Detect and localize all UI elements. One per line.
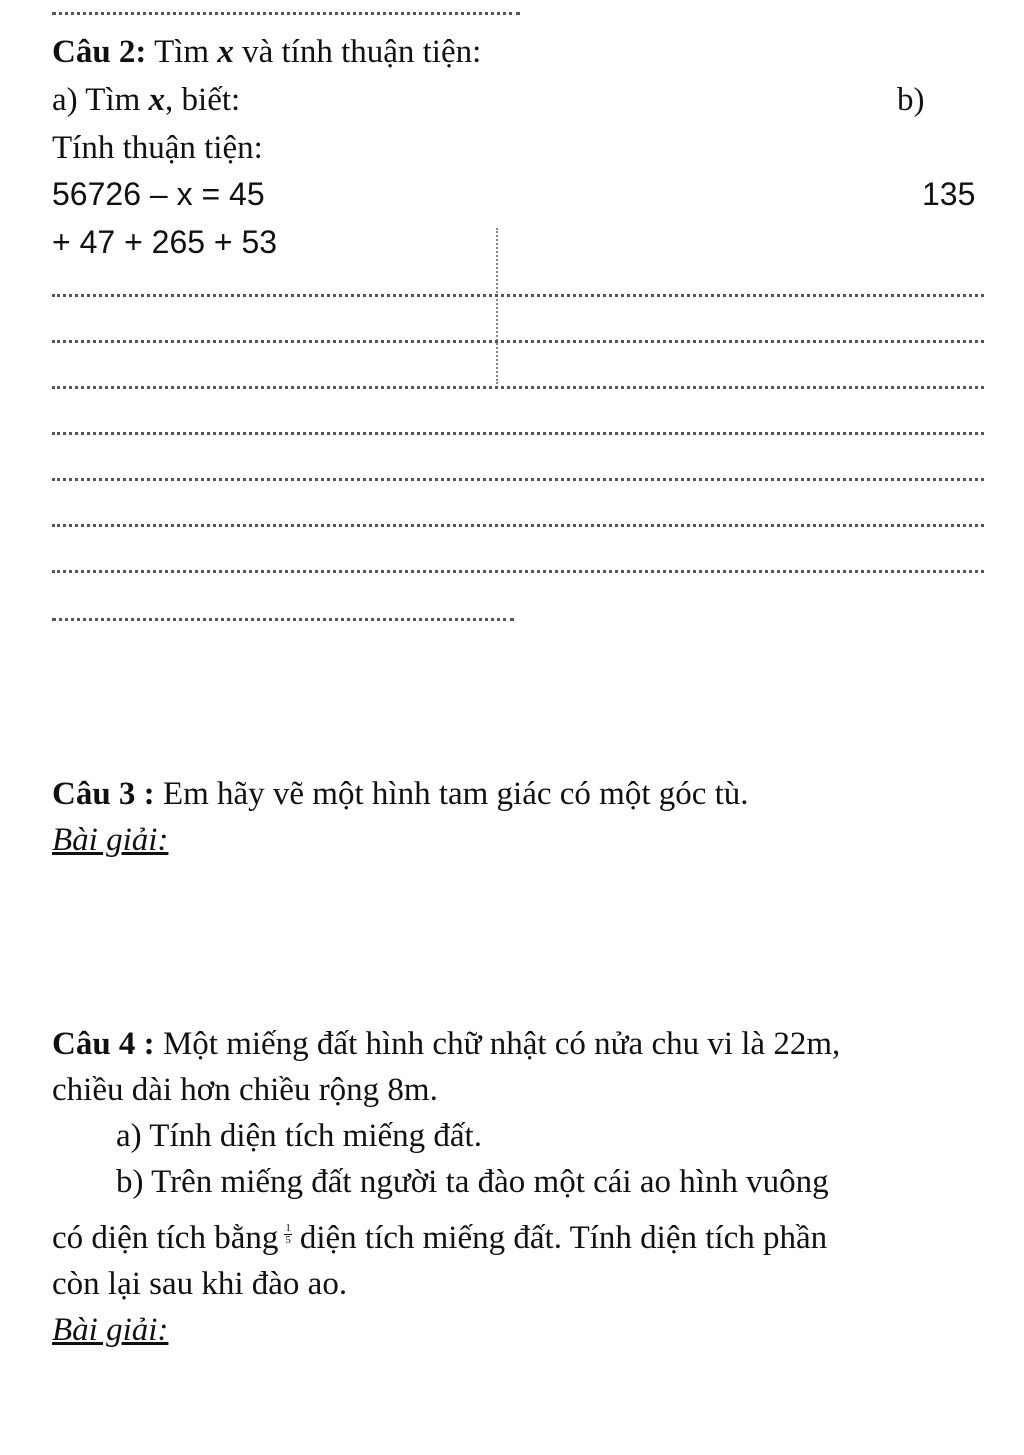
answer-line <box>52 618 514 621</box>
question-2-label: Câu 2: <box>52 34 147 70</box>
answer-line <box>52 432 984 435</box>
answer-line-top <box>52 12 520 15</box>
answer-line <box>52 340 984 343</box>
question-4-label: Câu 4 : <box>52 1026 155 1062</box>
equation-find-x: 56726 – x = 45 <box>52 176 265 212</box>
question-2-part-b-label: b) <box>897 82 925 118</box>
answer-line <box>52 386 984 389</box>
variable-x: x <box>148 82 166 118</box>
question-3-title: Câu 3 : Em hãy vẽ một hình tam giác có một góc tù. <box>52 776 749 812</box>
answer-line <box>52 570 984 573</box>
question-4-line-2: chiều dài hơn chiều rộng 8m. <box>52 1072 438 1108</box>
fraction-one-fifth: $\frac{1}{5}$ <box>285 1221 291 1246</box>
question-2-part-a: a) Tìm x, biết: <box>52 82 241 118</box>
variable-x: x <box>217 34 234 70</box>
question-4-part-a: a) Tính diện tích miếng đất. <box>116 1118 482 1154</box>
question-3-solution-label: Bài giải: <box>52 822 169 858</box>
answer-line <box>52 478 984 481</box>
answer-line <box>52 294 984 297</box>
column-divider <box>496 228 498 384</box>
question-4-title: Câu 4 : Một miếng đất hình chữ nhật có nửa chu vi là 22m, <box>52 1026 841 1062</box>
sum-remaining-terms: + 47 + 265 + 53 <box>52 224 278 260</box>
question-4-part-b-line-3: còn lại sau khi đào ao. <box>52 1266 348 1302</box>
question-2-part-b-text: Tính thuận tiện: <box>52 130 263 166</box>
question-3-label: Câu 3 : <box>52 776 155 812</box>
sum-first-term: 135 <box>922 176 976 212</box>
answer-line <box>52 524 984 527</box>
question-4-solution-label: Bài giải: <box>52 1312 169 1348</box>
question-4-part-b-line-2: có diện tích bằng $\frac{1}{5}$ diện tích miếng đất. Tính diện tích phần <box>52 1220 828 1256</box>
question-2-title: Câu 2: Tìm x và tính thuận tiện: <box>52 34 482 70</box>
question-4-part-b-line-1: b) Trên miếng đất người ta đào một cái ao hình vuông <box>116 1164 829 1200</box>
